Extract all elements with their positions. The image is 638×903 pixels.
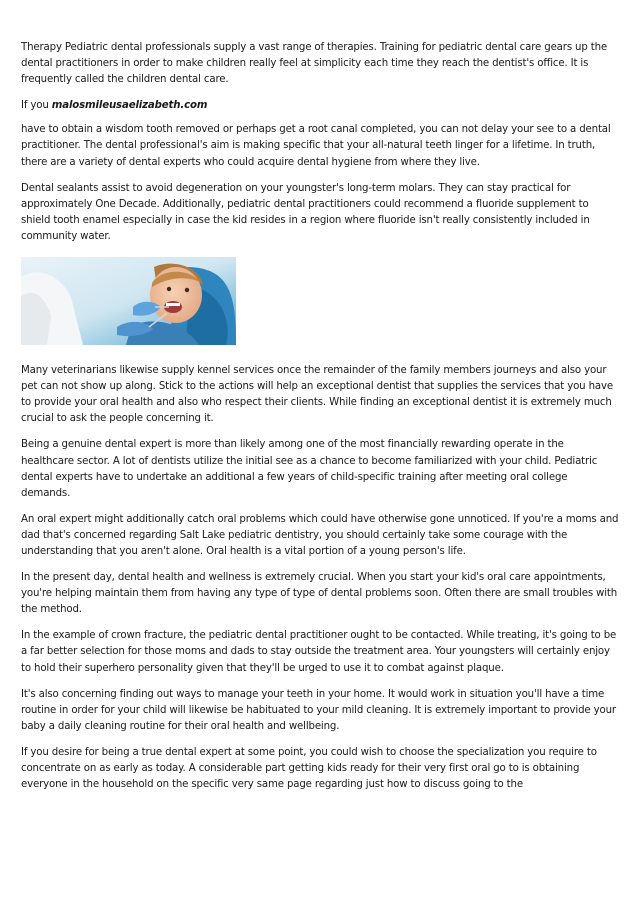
site-link[interactable]: malosmileusaelizabeth.com bbox=[51, 100, 208, 112]
paragraph-9: In the example of crown fracture, the pediatric dental practitioner ought to be contacted. While treating, it's going to be a far better selection for those moms and dads to stay outside the treatment area. Your youngsters will certainly enjoy to hold their superhero personality given that they'll be urged to use it to combat against plaque. bbox=[21, 630, 617, 674]
paragraph-2-prefix: If you bbox=[21, 100, 52, 112]
paragraph-2 bbox=[21, 98, 619, 114]
paragraph-1: Therapy Pediatric dental professionals supply a vast range of therapies. Training for pediatric dental care gears up the dental practitioners in order to make children really feel at simplicity each time they reach the dentist's office. It is frequently called the children dental care. bbox=[21, 42, 608, 86]
paragraph-10: It's also concerning finding out ways to manage your teeth in your home. It would work in situation you'll have a time routine in order for your child will likewise be habituated to your mild cleaning. It is extremely important to provide your baby a daily cleaning routine for their oral health and wellbeing. bbox=[21, 688, 616, 732]
paragraph-8: In the present day, dental health and wellness is extremely crucial. When you start your kid's oral care appointments, you're helping maintain them from having any type of type of dental problems soon. Often there are small troubles with the method. bbox=[21, 572, 618, 616]
paragraph-5: Many veterinarians likewise supply kennel services once the remainder of the family members journeys and also your pet can not show up along. Stick to the actions will help an exceptional dentist that supplies the services that you have to provide your oral health and also who respect their clients. While finding an exceptional dentist it is extremely much crucial to ask the people concerning it. bbox=[21, 365, 613, 425]
article-body bbox=[21, 40, 619, 803]
paragraph-4: Dental sealants assist to avoid degeneration on your youngster's long-term molars. They can stay practical for approximately One Decade. Additionally, pediatric dental practitioners could recommend a fluoride supplement to shield tooth enamel especially in case the kid resides in a region where fluoride isn't really consistently included in community water. bbox=[21, 182, 590, 242]
paragraph-6: Being a genuine dental expert is more than likely among one of the most financially rewarding operate in the healthcare sector. A lot of dentists utilize the initial see as a chance to become familiarized with your child. Pediatric dental experts have to undertake an additional a few years of child-specific training after meeting oral college demands. bbox=[21, 439, 598, 499]
paragraph-3: have to obtain a wisdom tooth removed or perhaps get a root canal completed, you can not delay your see to a dental practitioner. The dental professional's aim is making specific that your all-natural teeth linger for a lifetime. In truth, there are a variety of dental experts who could acquire dental hygiene from where they live. bbox=[21, 124, 611, 168]
paragraph-7: An oral expert might additionally catch oral problems which could have otherwise gone unnoticed. If you're a moms and dad that's concerned regarding Salt Lake pediatric dentistry, you should certainly take some courage with the understanding that you aren't alone. Oral health is a vital portion of a young person's life. bbox=[21, 513, 619, 557]
dentist-child-photo bbox=[21, 257, 236, 345]
paragraph-11: If you desire for being a true dental expert at some point, you could wish to choose the specialization you require to concentrate on as early as today. A considerable part getting kids ready for their very first oral go to is obtaining everyone in the household on the specific very same page regarding just how to discuss going to the bbox=[21, 746, 597, 791]
